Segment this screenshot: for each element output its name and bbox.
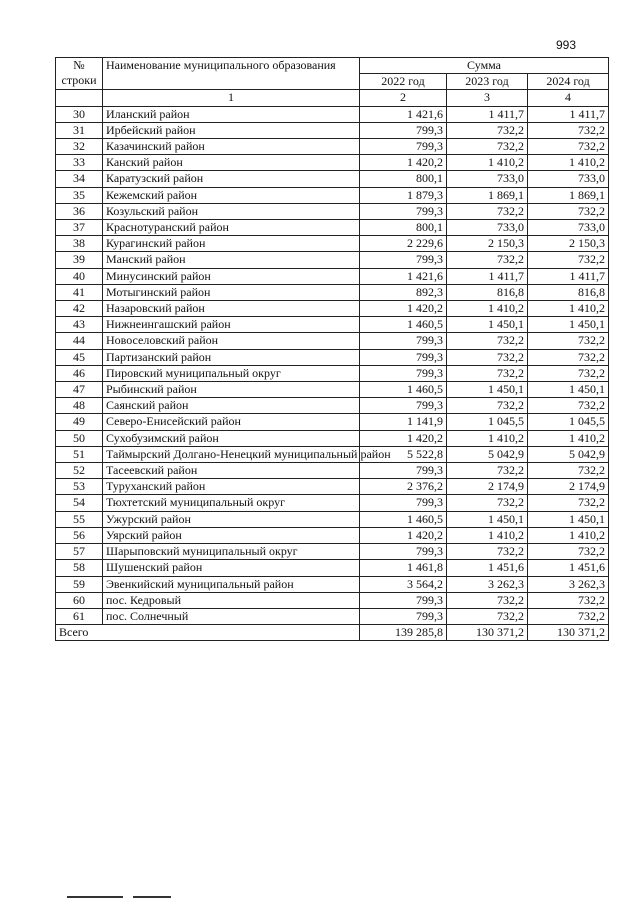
row-name: Таймырский Долгано-Ненецкий муниципальный район	[103, 446, 360, 462]
row-name: Манский район	[103, 252, 360, 268]
row-value-2024: 732,2	[528, 349, 609, 365]
row-value-2023: 732,2	[447, 252, 528, 268]
table-row	[56, 511, 609, 527]
row-value-2024: 1 411,7	[528, 106, 609, 122]
row-number: 39	[56, 252, 103, 268]
row-value-2023: 1 410,2	[447, 527, 528, 543]
table-row	[56, 171, 609, 187]
row-value-2022: 799,3	[360, 463, 447, 479]
row-name: Рыбинский район	[103, 382, 360, 398]
table-row	[56, 365, 609, 381]
row-value-2023: 1 045,5	[447, 414, 528, 430]
total-row	[56, 625, 609, 641]
row-number: 50	[56, 430, 103, 446]
row-number: 43	[56, 317, 103, 333]
row-name: Тасеевский район	[103, 463, 360, 479]
row-value-2023: 2 150,3	[447, 236, 528, 252]
row-value-2022: 1 420,2	[360, 301, 447, 317]
header-year-2023: 2023 год	[447, 74, 528, 90]
header-year-2024: 2024 год	[528, 74, 609, 90]
row-value-2024: 1 450,1	[528, 317, 609, 333]
col-number-3: 3	[447, 90, 528, 106]
row-value-2023: 1 410,2	[447, 301, 528, 317]
row-value-2024: 732,2	[528, 333, 609, 349]
table-row	[56, 560, 609, 576]
row-number: 61	[56, 608, 103, 624]
row-value-2024: 1 411,7	[528, 268, 609, 284]
row-number: 36	[56, 203, 103, 219]
row-number: 57	[56, 544, 103, 560]
row-value-2022: 1 460,5	[360, 511, 447, 527]
row-name: Краснотуранский район	[103, 220, 360, 236]
row-value-2024: 732,2	[528, 203, 609, 219]
table-row	[56, 446, 609, 462]
table-row	[56, 317, 609, 333]
row-number: 52	[56, 463, 103, 479]
row-value-2023: 1 451,6	[447, 560, 528, 576]
row-value-2022: 799,3	[360, 398, 447, 414]
table-row	[56, 495, 609, 511]
table-row	[56, 430, 609, 446]
row-value-2024: 732,2	[528, 398, 609, 414]
row-name: Минусинский район	[103, 268, 360, 284]
row-name: Саянский район	[103, 398, 360, 414]
table-row	[56, 576, 609, 592]
row-value-2024: 3 262,3	[528, 576, 609, 592]
row-name: Иланский район	[103, 106, 360, 122]
row-value-2023: 1 450,1	[447, 511, 528, 527]
row-number: 30	[56, 106, 103, 122]
table-row	[56, 268, 609, 284]
row-number: 59	[56, 576, 103, 592]
table-row	[56, 203, 609, 219]
row-value-2023: 732,2	[447, 544, 528, 560]
row-name: Каратузский район	[103, 171, 360, 187]
row-name: Назаровский район	[103, 301, 360, 317]
row-value-2022: 1 460,5	[360, 382, 447, 398]
row-value-2022: 799,3	[360, 592, 447, 608]
row-name: Уярский район	[103, 527, 360, 543]
row-name: пос. Кедровый	[103, 592, 360, 608]
row-value-2022: 2 376,2	[360, 479, 447, 495]
row-number: 35	[56, 187, 103, 203]
table-row	[56, 139, 609, 155]
total-2024: 130 371,2	[528, 625, 609, 641]
table-row	[56, 220, 609, 236]
row-value-2024: 1 410,2	[528, 430, 609, 446]
table-header	[56, 58, 609, 107]
row-value-2024: 732,2	[528, 139, 609, 155]
row-value-2023: 816,8	[447, 284, 528, 300]
table-row	[56, 544, 609, 560]
row-name: Курагинский район	[103, 236, 360, 252]
row-value-2023: 1 869,1	[447, 187, 528, 203]
row-value-2023: 1 410,2	[447, 430, 528, 446]
row-value-2022: 1 420,2	[360, 155, 447, 171]
total-2022: 139 285,8	[360, 625, 447, 641]
row-value-2024: 732,2	[528, 495, 609, 511]
row-value-2024: 732,2	[528, 592, 609, 608]
row-value-2023: 1 450,1	[447, 317, 528, 333]
row-name: Сухобузимский район	[103, 430, 360, 446]
table-row	[56, 608, 609, 624]
row-name: Тюхтетский муниципальный округ	[103, 495, 360, 511]
page-number: 993	[556, 38, 577, 52]
row-value-2024: 1 410,2	[528, 301, 609, 317]
total-2023: 130 371,2	[447, 625, 528, 641]
row-value-2023: 5 042,9	[447, 446, 528, 462]
row-value-2022: 799,3	[360, 139, 447, 155]
row-name: Северо-Енисейский район	[103, 414, 360, 430]
row-value-2024: 732,2	[528, 463, 609, 479]
row-number: 38	[56, 236, 103, 252]
row-number: 56	[56, 527, 103, 543]
table-row	[56, 236, 609, 252]
table-row	[56, 106, 609, 122]
row-name: Пировский муниципальный округ	[103, 365, 360, 381]
row-value-2024: 2 150,3	[528, 236, 609, 252]
row-value-2022: 1 420,2	[360, 430, 447, 446]
header-name: Наименование муниципального образования	[103, 58, 360, 90]
row-number: 54	[56, 495, 103, 511]
table-row	[56, 301, 609, 317]
table-row	[56, 284, 609, 300]
row-value-2022: 799,3	[360, 544, 447, 560]
row-name: Новоселовский район	[103, 333, 360, 349]
row-number: 42	[56, 301, 103, 317]
row-value-2022: 1 460,5	[360, 317, 447, 333]
row-value-2022: 800,1	[360, 220, 447, 236]
row-value-2024: 732,2	[528, 544, 609, 560]
table-row	[56, 592, 609, 608]
row-value-2022: 799,3	[360, 495, 447, 511]
row-name: Ирбейский район	[103, 122, 360, 138]
table-row	[56, 382, 609, 398]
table-row	[56, 479, 609, 495]
row-value-2022: 799,3	[360, 365, 447, 381]
row-value-2024: 1 045,5	[528, 414, 609, 430]
row-value-2024: 1 410,2	[528, 155, 609, 171]
row-value-2024: 1 869,1	[528, 187, 609, 203]
row-name: Канский район	[103, 155, 360, 171]
row-name: Эвенкийский муниципальный район	[103, 576, 360, 592]
row-value-2023: 1 410,2	[447, 155, 528, 171]
row-number: 49	[56, 414, 103, 430]
row-value-2024: 1 450,1	[528, 511, 609, 527]
row-value-2024: 1 451,6	[528, 560, 609, 576]
total-label: Всего	[56, 625, 360, 641]
row-value-2022: 1 879,3	[360, 187, 447, 203]
row-name: Козульский район	[103, 203, 360, 219]
row-value-2022: 1 420,2	[360, 527, 447, 543]
row-value-2023: 733,0	[447, 171, 528, 187]
row-number: 32	[56, 139, 103, 155]
row-value-2022: 1 421,6	[360, 268, 447, 284]
table-row	[56, 155, 609, 171]
row-value-2022: 1 141,9	[360, 414, 447, 430]
row-value-2024: 2 174,9	[528, 479, 609, 495]
row-value-2023: 732,2	[447, 495, 528, 511]
table-row	[56, 187, 609, 203]
table-row	[56, 398, 609, 414]
row-value-2023: 732,2	[447, 592, 528, 608]
table-row	[56, 527, 609, 543]
row-value-2023: 732,2	[447, 463, 528, 479]
row-value-2022: 2 229,6	[360, 236, 447, 252]
row-value-2022: 799,3	[360, 333, 447, 349]
row-name: Ужурский район	[103, 511, 360, 527]
table-row	[56, 414, 609, 430]
row-number: 55	[56, 511, 103, 527]
row-value-2023: 2 174,9	[447, 479, 528, 495]
row-number: 37	[56, 220, 103, 236]
row-number: 53	[56, 479, 103, 495]
row-name: Мотыгинский район	[103, 284, 360, 300]
row-value-2022: 1 421,6	[360, 106, 447, 122]
row-number: 60	[56, 592, 103, 608]
row-number: 48	[56, 398, 103, 414]
col-number-4: 4	[528, 90, 609, 106]
row-value-2024: 1 450,1	[528, 382, 609, 398]
row-name: Нижнеингашский район	[103, 317, 360, 333]
row-value-2024: 732,2	[528, 365, 609, 381]
row-name: Шарыповский муниципальный округ	[103, 544, 360, 560]
row-name: Кежемский район	[103, 187, 360, 203]
row-number: 46	[56, 365, 103, 381]
row-value-2024: 733,0	[528, 171, 609, 187]
col-number-1-cell	[56, 90, 103, 106]
row-number: 51	[56, 446, 103, 462]
table-row	[56, 252, 609, 268]
row-value-2024: 732,2	[528, 608, 609, 624]
row-value-2022: 800,1	[360, 171, 447, 187]
table-row	[56, 349, 609, 365]
row-number: 47	[56, 382, 103, 398]
row-value-2023: 732,2	[447, 139, 528, 155]
row-value-2022: 799,3	[360, 349, 447, 365]
row-value-2024: 816,8	[528, 284, 609, 300]
footer-marks	[67, 896, 367, 898]
row-value-2022: 799,3	[360, 122, 447, 138]
row-value-2023: 3 262,3	[447, 576, 528, 592]
row-value-2024: 5 042,9	[528, 446, 609, 462]
header-row-number-label: № строки	[61, 58, 97, 88]
row-value-2024: 732,2	[528, 122, 609, 138]
row-name: пос. Солнечный	[103, 608, 360, 624]
row-name: Туруханский район	[103, 479, 360, 495]
row-value-2023: 732,2	[447, 608, 528, 624]
row-value-2022: 799,3	[360, 608, 447, 624]
row-value-2023: 732,2	[447, 398, 528, 414]
row-number: 31	[56, 122, 103, 138]
table-row	[56, 463, 609, 479]
col-number-2: 2	[360, 90, 447, 106]
row-value-2023: 1 411,7	[447, 268, 528, 284]
row-value-2023: 732,2	[447, 365, 528, 381]
header-year-2022: 2022 год	[360, 74, 447, 90]
row-value-2023: 1 411,7	[447, 106, 528, 122]
row-number: 34	[56, 171, 103, 187]
header-row-number	[56, 58, 103, 90]
row-value-2023: 732,2	[447, 203, 528, 219]
row-number: 58	[56, 560, 103, 576]
table-row	[56, 333, 609, 349]
row-value-2023: 732,2	[447, 122, 528, 138]
row-value-2022: 5 522,8	[360, 446, 447, 462]
row-name: Партизанский район	[103, 349, 360, 365]
row-name: Казачинский район	[103, 139, 360, 155]
row-value-2024: 732,2	[528, 252, 609, 268]
col-number-1: 1	[103, 90, 360, 106]
row-value-2023: 733,0	[447, 220, 528, 236]
table-row	[56, 122, 609, 138]
header-sum: Сумма	[360, 58, 609, 74]
row-value-2023: 732,2	[447, 333, 528, 349]
row-value-2024: 1 410,2	[528, 527, 609, 543]
row-value-2022: 799,3	[360, 252, 447, 268]
row-name: Шушенский район	[103, 560, 360, 576]
row-value-2022: 1 461,8	[360, 560, 447, 576]
row-number: 33	[56, 155, 103, 171]
row-value-2024: 733,0	[528, 220, 609, 236]
row-value-2023: 1 450,1	[447, 382, 528, 398]
row-value-2022: 892,3	[360, 284, 447, 300]
row-number: 41	[56, 284, 103, 300]
row-value-2022: 3 564,2	[360, 576, 447, 592]
budget-table	[55, 57, 609, 641]
row-number: 40	[56, 268, 103, 284]
row-value-2022: 799,3	[360, 203, 447, 219]
row-number: 44	[56, 333, 103, 349]
row-value-2023: 732,2	[447, 349, 528, 365]
table-body	[56, 106, 609, 625]
row-number: 45	[56, 349, 103, 365]
